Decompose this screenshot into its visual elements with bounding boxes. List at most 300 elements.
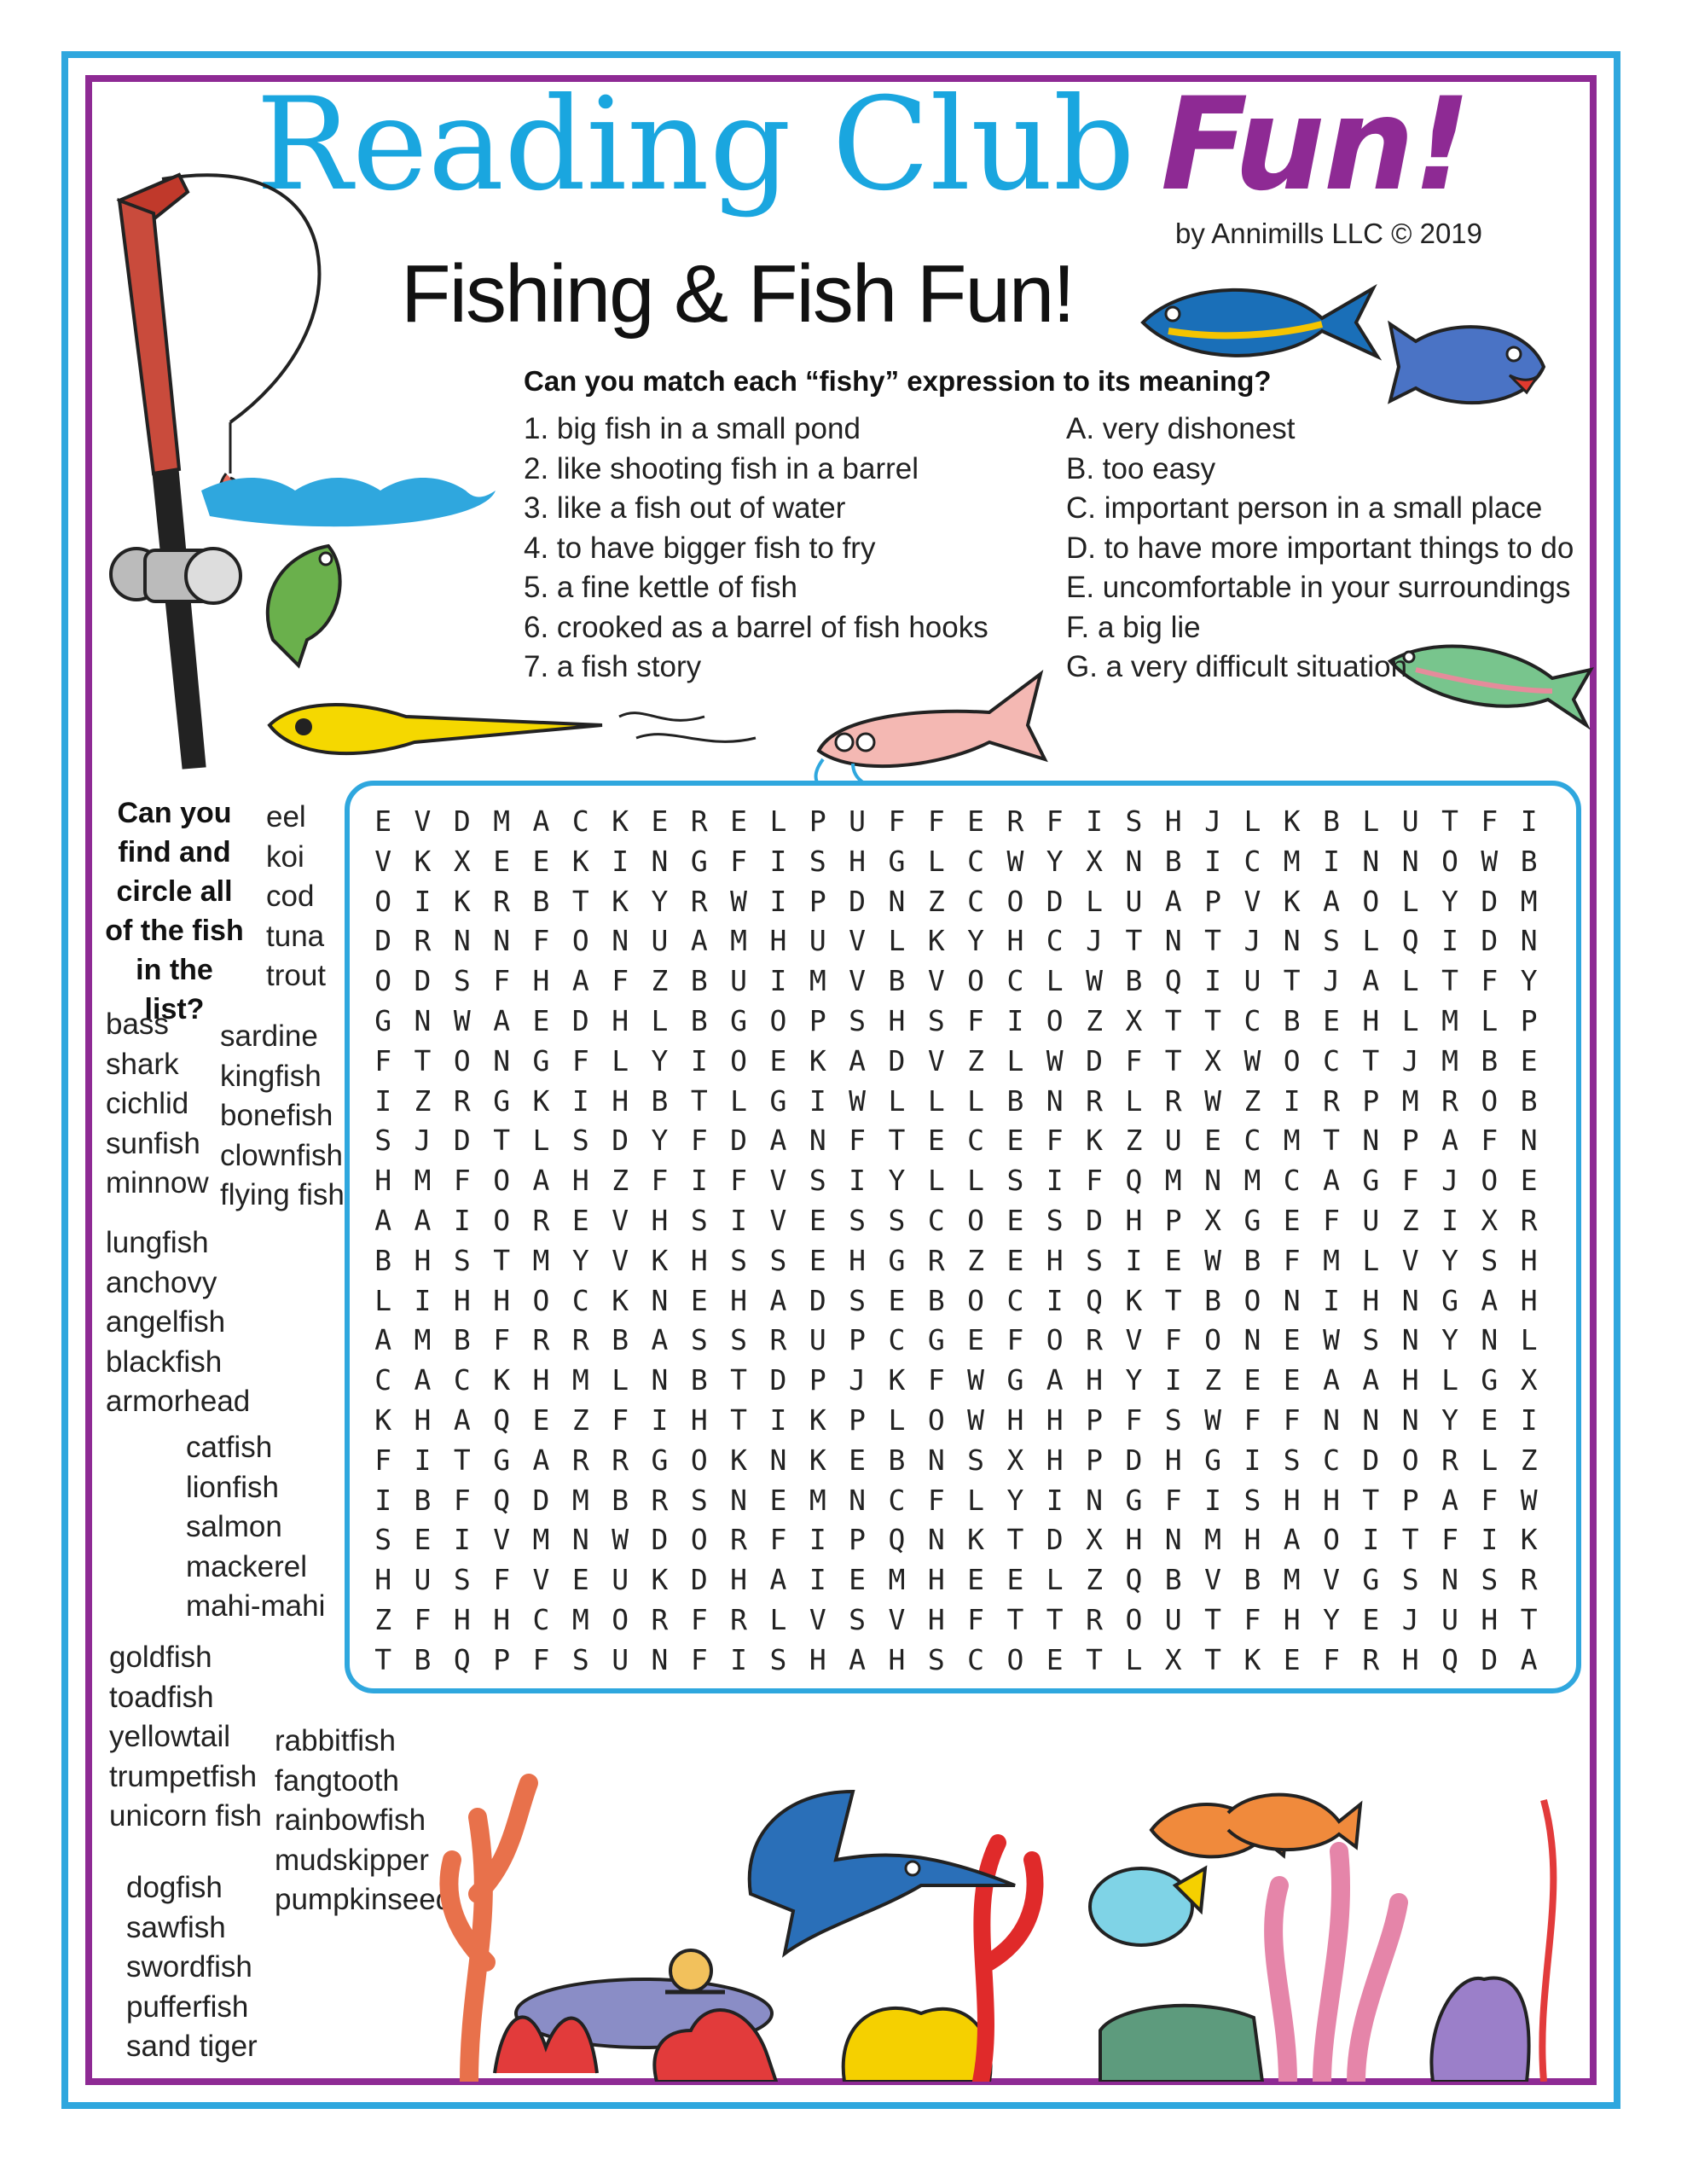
grid-letter[interactable]: C <box>967 844 985 878</box>
grid-letter[interactable]: W <box>453 1003 471 1037</box>
grid-letter[interactable]: G <box>927 1323 945 1357</box>
grid-letter[interactable]: H <box>1283 1602 1301 1636</box>
grid-letter[interactable]: S <box>927 1642 945 1676</box>
grid-letter[interactable]: H <box>690 1243 708 1277</box>
grid-letter[interactable]: H <box>493 1602 511 1636</box>
grid-letter[interactable]: F <box>651 1164 669 1198</box>
grid-letter[interactable]: T <box>374 1642 392 1676</box>
grid-letter[interactable]: E <box>1204 1124 1221 1158</box>
grid-letter[interactable]: E <box>927 1124 945 1158</box>
grid-letter[interactable]: A <box>1520 1642 1538 1676</box>
grid-letter[interactable]: C <box>1244 1124 1261 1158</box>
grid-letter[interactable]: U <box>1125 884 1143 918</box>
grid-letter[interactable]: F <box>1244 1403 1261 1437</box>
grid-letter[interactable]: E <box>849 1443 867 1477</box>
grid-letter[interactable]: A <box>1362 1363 1380 1397</box>
grid-letter[interactable]: K <box>809 1043 826 1077</box>
grid-letter[interactable]: Z <box>1204 1363 1221 1397</box>
grid-letter[interactable]: G <box>730 1003 748 1037</box>
grid-letter[interactable]: X <box>1520 1363 1538 1397</box>
grid-letter[interactable]: Z <box>1520 1443 1538 1477</box>
grid-letter[interactable]: H <box>453 1283 471 1317</box>
grid-letter[interactable]: E <box>967 1323 985 1357</box>
grid-letter[interactable]: R <box>651 1602 669 1636</box>
grid-letter[interactable]: R <box>1086 1323 1103 1357</box>
grid-letter[interactable]: L <box>888 924 906 958</box>
grid-letter[interactable]: S <box>453 1563 471 1597</box>
grid-letter[interactable]: I <box>414 884 432 918</box>
grid-letter[interactable]: I <box>769 884 787 918</box>
grid-letter[interactable]: H <box>374 1164 392 1198</box>
grid-letter[interactable]: N <box>1520 1124 1538 1158</box>
grid-letter[interactable]: X <box>1164 1642 1182 1676</box>
grid-letter[interactable]: Y <box>1006 1483 1024 1517</box>
grid-letter[interactable]: K <box>888 1363 906 1397</box>
grid-letter[interactable]: Z <box>651 964 669 998</box>
grid-letter[interactable]: C <box>1244 1003 1261 1037</box>
grid-letter[interactable]: X <box>1204 1203 1221 1237</box>
grid-letter[interactable]: P <box>1401 1483 1419 1517</box>
grid-letter[interactable]: I <box>809 1083 826 1118</box>
grid-letter[interactable]: K <box>927 924 945 958</box>
grid-letter[interactable]: V <box>493 1523 511 1557</box>
grid-letter[interactable]: C <box>927 1203 945 1237</box>
grid-letter[interactable]: H <box>690 1403 708 1437</box>
grid-letter[interactable]: C <box>374 1363 392 1397</box>
grid-letter[interactable]: M <box>493 804 511 838</box>
grid-letter[interactable]: F <box>690 1124 708 1158</box>
grid-letter[interactable]: N <box>571 1523 589 1557</box>
grid-letter[interactable]: N <box>769 1443 787 1477</box>
grid-letter[interactable]: M <box>1441 1043 1458 1077</box>
grid-letter[interactable]: O <box>1441 844 1458 878</box>
grid-letter[interactable]: H <box>809 1642 826 1676</box>
grid-letter[interactable]: A <box>849 1642 867 1676</box>
grid-letter[interactable]: W <box>967 1363 985 1397</box>
grid-letter[interactable]: B <box>1323 804 1340 838</box>
grid-letter[interactable]: C <box>571 1283 589 1317</box>
grid-letter[interactable]: Z <box>1125 1124 1143 1158</box>
grid-letter[interactable]: F <box>532 1642 550 1676</box>
grid-letter[interactable]: I <box>1441 1203 1458 1237</box>
grid-letter[interactable]: C <box>888 1483 906 1517</box>
grid-letter[interactable]: H <box>1244 1523 1261 1557</box>
grid-letter[interactable]: K <box>414 844 432 878</box>
grid-letter[interactable]: L <box>967 1164 985 1198</box>
grid-letter[interactable]: I <box>1244 1443 1261 1477</box>
grid-letter[interactable]: O <box>967 1203 985 1237</box>
grid-letter[interactable]: G <box>769 1083 787 1118</box>
grid-letter[interactable]: E <box>1164 1243 1182 1277</box>
grid-letter[interactable]: D <box>414 964 432 998</box>
grid-letter[interactable]: C <box>1006 1283 1024 1317</box>
grid-letter[interactable]: J <box>1244 924 1261 958</box>
grid-letter[interactable]: Q <box>453 1642 471 1676</box>
grid-letter[interactable]: U <box>612 1563 629 1597</box>
grid-letter[interactable]: I <box>651 1403 669 1437</box>
grid-letter[interactable]: M <box>1204 1523 1221 1557</box>
grid-letter[interactable]: A <box>1323 884 1340 918</box>
grid-letter[interactable]: A <box>1323 1363 1340 1397</box>
grid-letter[interactable]: I <box>1362 1523 1380 1557</box>
grid-letter[interactable]: K <box>651 1563 669 1597</box>
grid-letter[interactable]: S <box>849 1283 867 1317</box>
grid-letter[interactable]: K <box>1125 1283 1143 1317</box>
grid-letter[interactable]: X <box>1086 844 1103 878</box>
grid-letter[interactable]: O <box>1006 884 1024 918</box>
grid-letter[interactable]: Z <box>1086 1003 1103 1037</box>
grid-letter[interactable]: N <box>1204 1164 1221 1198</box>
grid-letter[interactable]: T <box>730 1403 748 1437</box>
grid-letter[interactable]: A <box>769 1563 787 1597</box>
grid-letter[interactable]: A <box>532 1443 550 1477</box>
grid-letter[interactable]: B <box>1481 1043 1499 1077</box>
grid-letter[interactable]: S <box>769 1243 787 1277</box>
grid-letter[interactable]: P <box>809 804 826 838</box>
grid-letter[interactable]: Q <box>1125 1563 1143 1597</box>
grid-letter[interactable]: H <box>651 1203 669 1237</box>
grid-letter[interactable]: G <box>888 1243 906 1277</box>
grid-letter[interactable]: Y <box>1125 1363 1143 1397</box>
grid-letter[interactable]: T <box>888 1124 906 1158</box>
grid-letter[interactable]: T <box>1520 1602 1538 1636</box>
grid-letter[interactable]: B <box>1164 1563 1182 1597</box>
grid-letter[interactable]: H <box>1006 924 1024 958</box>
grid-letter[interactable]: T <box>1164 1043 1182 1077</box>
grid-letter[interactable]: S <box>453 964 471 998</box>
grid-letter[interactable]: R <box>769 1323 787 1357</box>
grid-letter[interactable]: F <box>769 1523 787 1557</box>
grid-letter[interactable]: B <box>651 1083 669 1118</box>
grid-letter[interactable]: N <box>1401 1323 1419 1357</box>
grid-letter[interactable]: E <box>1283 1203 1301 1237</box>
grid-letter[interactable]: F <box>374 1443 392 1477</box>
grid-letter[interactable]: L <box>927 1164 945 1198</box>
grid-letter[interactable]: K <box>1086 1124 1103 1158</box>
grid-letter[interactable]: S <box>1323 924 1340 958</box>
grid-letter[interactable]: R <box>690 804 708 838</box>
grid-letter[interactable]: F <box>967 1602 985 1636</box>
grid-letter[interactable]: T <box>1086 1642 1103 1676</box>
grid-letter[interactable]: O <box>690 1443 708 1477</box>
grid-letter[interactable]: N <box>453 924 471 958</box>
grid-letter[interactable]: T <box>1204 1602 1221 1636</box>
grid-letter[interactable]: D <box>809 1283 826 1317</box>
grid-letter[interactable]: P <box>1362 1083 1380 1118</box>
grid-letter[interactable]: S <box>809 844 826 878</box>
grid-letter[interactable]: L <box>1481 1443 1499 1477</box>
grid-letter[interactable]: K <box>453 884 471 918</box>
grid-letter[interactable]: O <box>374 964 392 998</box>
grid-letter[interactable]: K <box>809 1403 826 1437</box>
grid-letter[interactable]: S <box>849 1203 867 1237</box>
grid-letter[interactable]: O <box>1125 1602 1143 1636</box>
grid-letter[interactable]: R <box>1086 1602 1103 1636</box>
grid-letter[interactable]: H <box>571 1164 589 1198</box>
grid-letter[interactable]: H <box>849 844 867 878</box>
grid-letter[interactable]: D <box>888 1043 906 1077</box>
grid-letter[interactable]: H <box>1481 1602 1499 1636</box>
grid-letter[interactable]: E <box>690 1283 708 1317</box>
grid-letter[interactable]: F <box>571 1043 589 1077</box>
grid-letter[interactable]: I <box>849 1164 867 1198</box>
grid-letter[interactable]: O <box>1362 884 1380 918</box>
grid-letter[interactable]: R <box>927 1243 945 1277</box>
grid-letter[interactable]: F <box>1046 804 1064 838</box>
grid-letter[interactable]: K <box>1244 1642 1261 1676</box>
grid-letter[interactable]: I <box>1046 1483 1064 1517</box>
grid-letter[interactable]: G <box>888 844 906 878</box>
grid-letter[interactable]: N <box>414 1003 432 1037</box>
grid-letter[interactable]: D <box>374 924 392 958</box>
grid-letter[interactable]: Z <box>967 1243 985 1277</box>
grid-letter[interactable]: K <box>809 1443 826 1477</box>
grid-letter[interactable]: N <box>1164 924 1182 958</box>
grid-letter[interactable]: F <box>1006 1323 1024 1357</box>
grid-letter[interactable]: R <box>730 1523 748 1557</box>
grid-letter[interactable]: E <box>769 1483 787 1517</box>
grid-letter[interactable]: E <box>1283 1363 1301 1397</box>
grid-letter[interactable]: H <box>1046 1403 1064 1437</box>
grid-letter[interactable]: B <box>1283 1003 1301 1037</box>
grid-letter[interactable]: E <box>1046 1642 1064 1676</box>
grid-letter[interactable]: I <box>414 1443 432 1477</box>
grid-letter[interactable]: S <box>888 1203 906 1237</box>
grid-letter[interactable]: S <box>571 1642 589 1676</box>
grid-letter[interactable]: J <box>1086 924 1103 958</box>
grid-letter[interactable]: U <box>1164 1124 1182 1158</box>
grid-letter[interactable]: R <box>1520 1563 1538 1597</box>
grid-letter[interactable]: S <box>849 1602 867 1636</box>
grid-letter[interactable]: L <box>532 1124 550 1158</box>
grid-letter[interactable]: E <box>1006 1124 1024 1158</box>
grid-letter[interactable]: T <box>690 1083 708 1118</box>
grid-letter[interactable]: L <box>651 1003 669 1037</box>
grid-letter[interactable]: P <box>809 1363 826 1397</box>
grid-letter[interactable]: H <box>1401 1642 1419 1676</box>
grid-letter[interactable]: V <box>1125 1323 1143 1357</box>
grid-letter[interactable]: W <box>1204 1243 1221 1277</box>
grid-letter[interactable]: O <box>967 1283 985 1317</box>
grid-letter[interactable]: G <box>532 1043 550 1077</box>
grid-letter[interactable]: I <box>809 1563 826 1597</box>
grid-letter[interactable]: R <box>571 1443 589 1477</box>
grid-letter[interactable]: R <box>690 884 708 918</box>
grid-letter[interactable]: W <box>1520 1483 1538 1517</box>
grid-letter[interactable]: W <box>967 1403 985 1437</box>
grid-letter[interactable]: K <box>651 1243 669 1277</box>
grid-letter[interactable]: I <box>374 1083 392 1118</box>
grid-letter[interactable]: A <box>1441 1124 1458 1158</box>
grid-letter[interactable]: F <box>453 1483 471 1517</box>
grid-letter[interactable]: K <box>1283 884 1301 918</box>
grid-letter[interactable]: O <box>927 1403 945 1437</box>
grid-letter[interactable]: E <box>374 804 392 838</box>
grid-letter[interactable]: T <box>1441 964 1458 998</box>
grid-letter[interactable]: G <box>651 1443 669 1477</box>
grid-letter[interactable]: Y <box>1441 1243 1458 1277</box>
grid-letter[interactable]: E <box>849 1563 867 1597</box>
grid-letter[interactable]: I <box>730 1203 748 1237</box>
grid-letter[interactable]: K <box>612 804 629 838</box>
grid-letter[interactable]: H <box>730 1283 748 1317</box>
grid-letter[interactable]: O <box>374 884 392 918</box>
grid-letter[interactable]: S <box>1125 804 1143 838</box>
grid-letter[interactable]: A <box>1046 1363 1064 1397</box>
grid-letter[interactable]: I <box>1164 1363 1182 1397</box>
grid-letter[interactable]: U <box>1362 1203 1380 1237</box>
grid-letter[interactable]: H <box>927 1602 945 1636</box>
grid-letter[interactable]: W <box>1086 964 1103 998</box>
grid-letter[interactable]: U <box>730 964 748 998</box>
grid-letter[interactable]: N <box>1520 924 1538 958</box>
grid-letter[interactable]: R <box>1086 1083 1103 1118</box>
grid-letter[interactable]: E <box>730 804 748 838</box>
grid-letter[interactable]: Z <box>1401 1203 1419 1237</box>
grid-letter[interactable]: E <box>769 1043 787 1077</box>
grid-letter[interactable]: K <box>1283 804 1301 838</box>
grid-letter[interactable]: I <box>1006 1003 1024 1037</box>
grid-letter[interactable]: M <box>1441 1003 1458 1037</box>
grid-letter[interactable]: A <box>453 1403 471 1437</box>
grid-letter[interactable]: L <box>1401 1003 1419 1037</box>
grid-letter[interactable]: K <box>730 1443 748 1477</box>
grid-letter[interactable]: F <box>493 1323 511 1357</box>
grid-letter[interactable]: M <box>1283 844 1301 878</box>
grid-letter[interactable]: M <box>809 964 826 998</box>
grid-letter[interactable]: R <box>1441 1443 1458 1477</box>
grid-letter[interactable]: B <box>1125 964 1143 998</box>
grid-letter[interactable]: C <box>532 1602 550 1636</box>
grid-letter[interactable]: B <box>1244 1243 1261 1277</box>
grid-letter[interactable]: H <box>612 1083 629 1118</box>
grid-letter[interactable]: F <box>1481 804 1499 838</box>
grid-letter[interactable]: V <box>888 1602 906 1636</box>
grid-letter[interactable]: C <box>1244 844 1261 878</box>
grid-letter[interactable]: A <box>1323 1164 1340 1198</box>
grid-letter[interactable]: K <box>374 1403 392 1437</box>
grid-letter[interactable]: N <box>1362 1124 1380 1158</box>
grid-letter[interactable]: O <box>1244 1283 1261 1317</box>
grid-letter[interactable]: R <box>571 1323 589 1357</box>
grid-letter[interactable]: M <box>1283 1563 1301 1597</box>
grid-letter[interactable]: T <box>571 884 589 918</box>
grid-letter[interactable]: P <box>1086 1403 1103 1437</box>
grid-letter[interactable]: F <box>493 964 511 998</box>
grid-letter[interactable]: S <box>571 1124 589 1158</box>
grid-letter[interactable]: F <box>532 924 550 958</box>
grid-letter[interactable]: N <box>651 1363 669 1397</box>
grid-letter[interactable]: H <box>1006 1403 1024 1437</box>
grid-letter[interactable]: I <box>1323 1283 1340 1317</box>
grid-letter[interactable]: H <box>1362 1283 1380 1317</box>
grid-letter[interactable]: S <box>730 1243 748 1277</box>
grid-letter[interactable]: T <box>1362 1483 1380 1517</box>
grid-letter[interactable]: L <box>612 1363 629 1397</box>
grid-letter[interactable]: U <box>1401 804 1419 838</box>
grid-letter[interactable]: O <box>453 1043 471 1077</box>
grid-letter[interactable]: Q <box>493 1403 511 1437</box>
grid-letter[interactable]: M <box>1323 1243 1340 1277</box>
grid-letter[interactable]: E <box>1006 1203 1024 1237</box>
grid-letter[interactable]: H <box>927 1563 945 1597</box>
grid-letter[interactable]: N <box>1481 1323 1499 1357</box>
grid-letter[interactable]: S <box>769 1642 787 1676</box>
grid-letter[interactable]: V <box>769 1164 787 1198</box>
grid-letter[interactable]: H <box>612 1003 629 1037</box>
grid-letter[interactable]: C <box>967 1642 985 1676</box>
grid-letter[interactable]: E <box>532 1003 550 1037</box>
grid-letter[interactable]: O <box>493 1164 511 1198</box>
grid-letter[interactable]: K <box>1520 1523 1538 1557</box>
grid-letter[interactable]: U <box>1244 964 1261 998</box>
grid-letter[interactable]: B <box>1520 1083 1538 1118</box>
grid-letter[interactable]: P <box>1401 1124 1419 1158</box>
grid-letter[interactable]: H <box>849 1243 867 1277</box>
grid-letter[interactable]: N <box>493 924 511 958</box>
grid-letter[interactable]: H <box>414 1403 432 1437</box>
grid-letter[interactable]: F <box>493 1563 511 1597</box>
grid-letter[interactable]: L <box>1401 964 1419 998</box>
grid-letter[interactable]: T <box>453 1443 471 1477</box>
grid-letter[interactable]: B <box>453 1323 471 1357</box>
grid-letter[interactable]: I <box>1520 804 1538 838</box>
grid-letter[interactable]: F <box>612 1403 629 1437</box>
grid-letter[interactable]: L <box>1125 1642 1143 1676</box>
grid-letter[interactable]: D <box>1481 924 1499 958</box>
grid-letter[interactable]: V <box>1244 884 1261 918</box>
grid-letter[interactable]: W <box>1323 1323 1340 1357</box>
grid-letter[interactable]: S <box>1481 1563 1499 1597</box>
grid-letter[interactable]: L <box>927 844 945 878</box>
grid-letter[interactable]: N <box>1362 1403 1380 1437</box>
grid-letter[interactable]: N <box>1046 1083 1064 1118</box>
grid-letter[interactable]: D <box>612 1124 629 1158</box>
grid-letter[interactable]: S <box>1401 1563 1419 1597</box>
grid-letter[interactable]: R <box>414 924 432 958</box>
grid-letter[interactable]: U <box>414 1563 432 1597</box>
grid-letter[interactable]: A <box>690 924 708 958</box>
grid-letter[interactable]: C <box>1323 1443 1340 1477</box>
grid-letter[interactable]: R <box>493 884 511 918</box>
grid-letter[interactable]: F <box>1401 1164 1419 1198</box>
grid-letter[interactable]: P <box>1520 1003 1538 1037</box>
grid-letter[interactable]: A <box>1164 884 1182 918</box>
grid-letter[interactable]: U <box>1441 1602 1458 1636</box>
grid-letter[interactable]: D <box>453 804 471 838</box>
grid-letter[interactable]: O <box>532 1283 550 1317</box>
grid-letter[interactable]: N <box>1244 1323 1261 1357</box>
grid-letter[interactable]: G <box>1481 1363 1499 1397</box>
grid-letter[interactable]: F <box>690 1642 708 1676</box>
grid-letter[interactable]: S <box>374 1523 392 1557</box>
grid-letter[interactable]: C <box>967 1124 985 1158</box>
grid-letter[interactable]: H <box>769 924 787 958</box>
grid-letter[interactable]: B <box>1006 1083 1024 1118</box>
grid-letter[interactable]: T <box>1125 924 1143 958</box>
grid-letter[interactable]: H <box>374 1563 392 1597</box>
grid-letter[interactable]: C <box>888 1323 906 1357</box>
grid-letter[interactable]: Z <box>414 1083 432 1118</box>
grid-letter[interactable]: I <box>1125 1243 1143 1277</box>
grid-letter[interactable]: E <box>1323 1003 1340 1037</box>
grid-letter[interactable]: I <box>612 844 629 878</box>
grid-letter[interactable]: F <box>1323 1203 1340 1237</box>
grid-letter[interactable]: S <box>927 1003 945 1037</box>
grid-letter[interactable]: T <box>1164 1283 1182 1317</box>
grid-letter[interactable]: J <box>1441 1164 1458 1198</box>
grid-letter[interactable]: I <box>769 1403 787 1437</box>
